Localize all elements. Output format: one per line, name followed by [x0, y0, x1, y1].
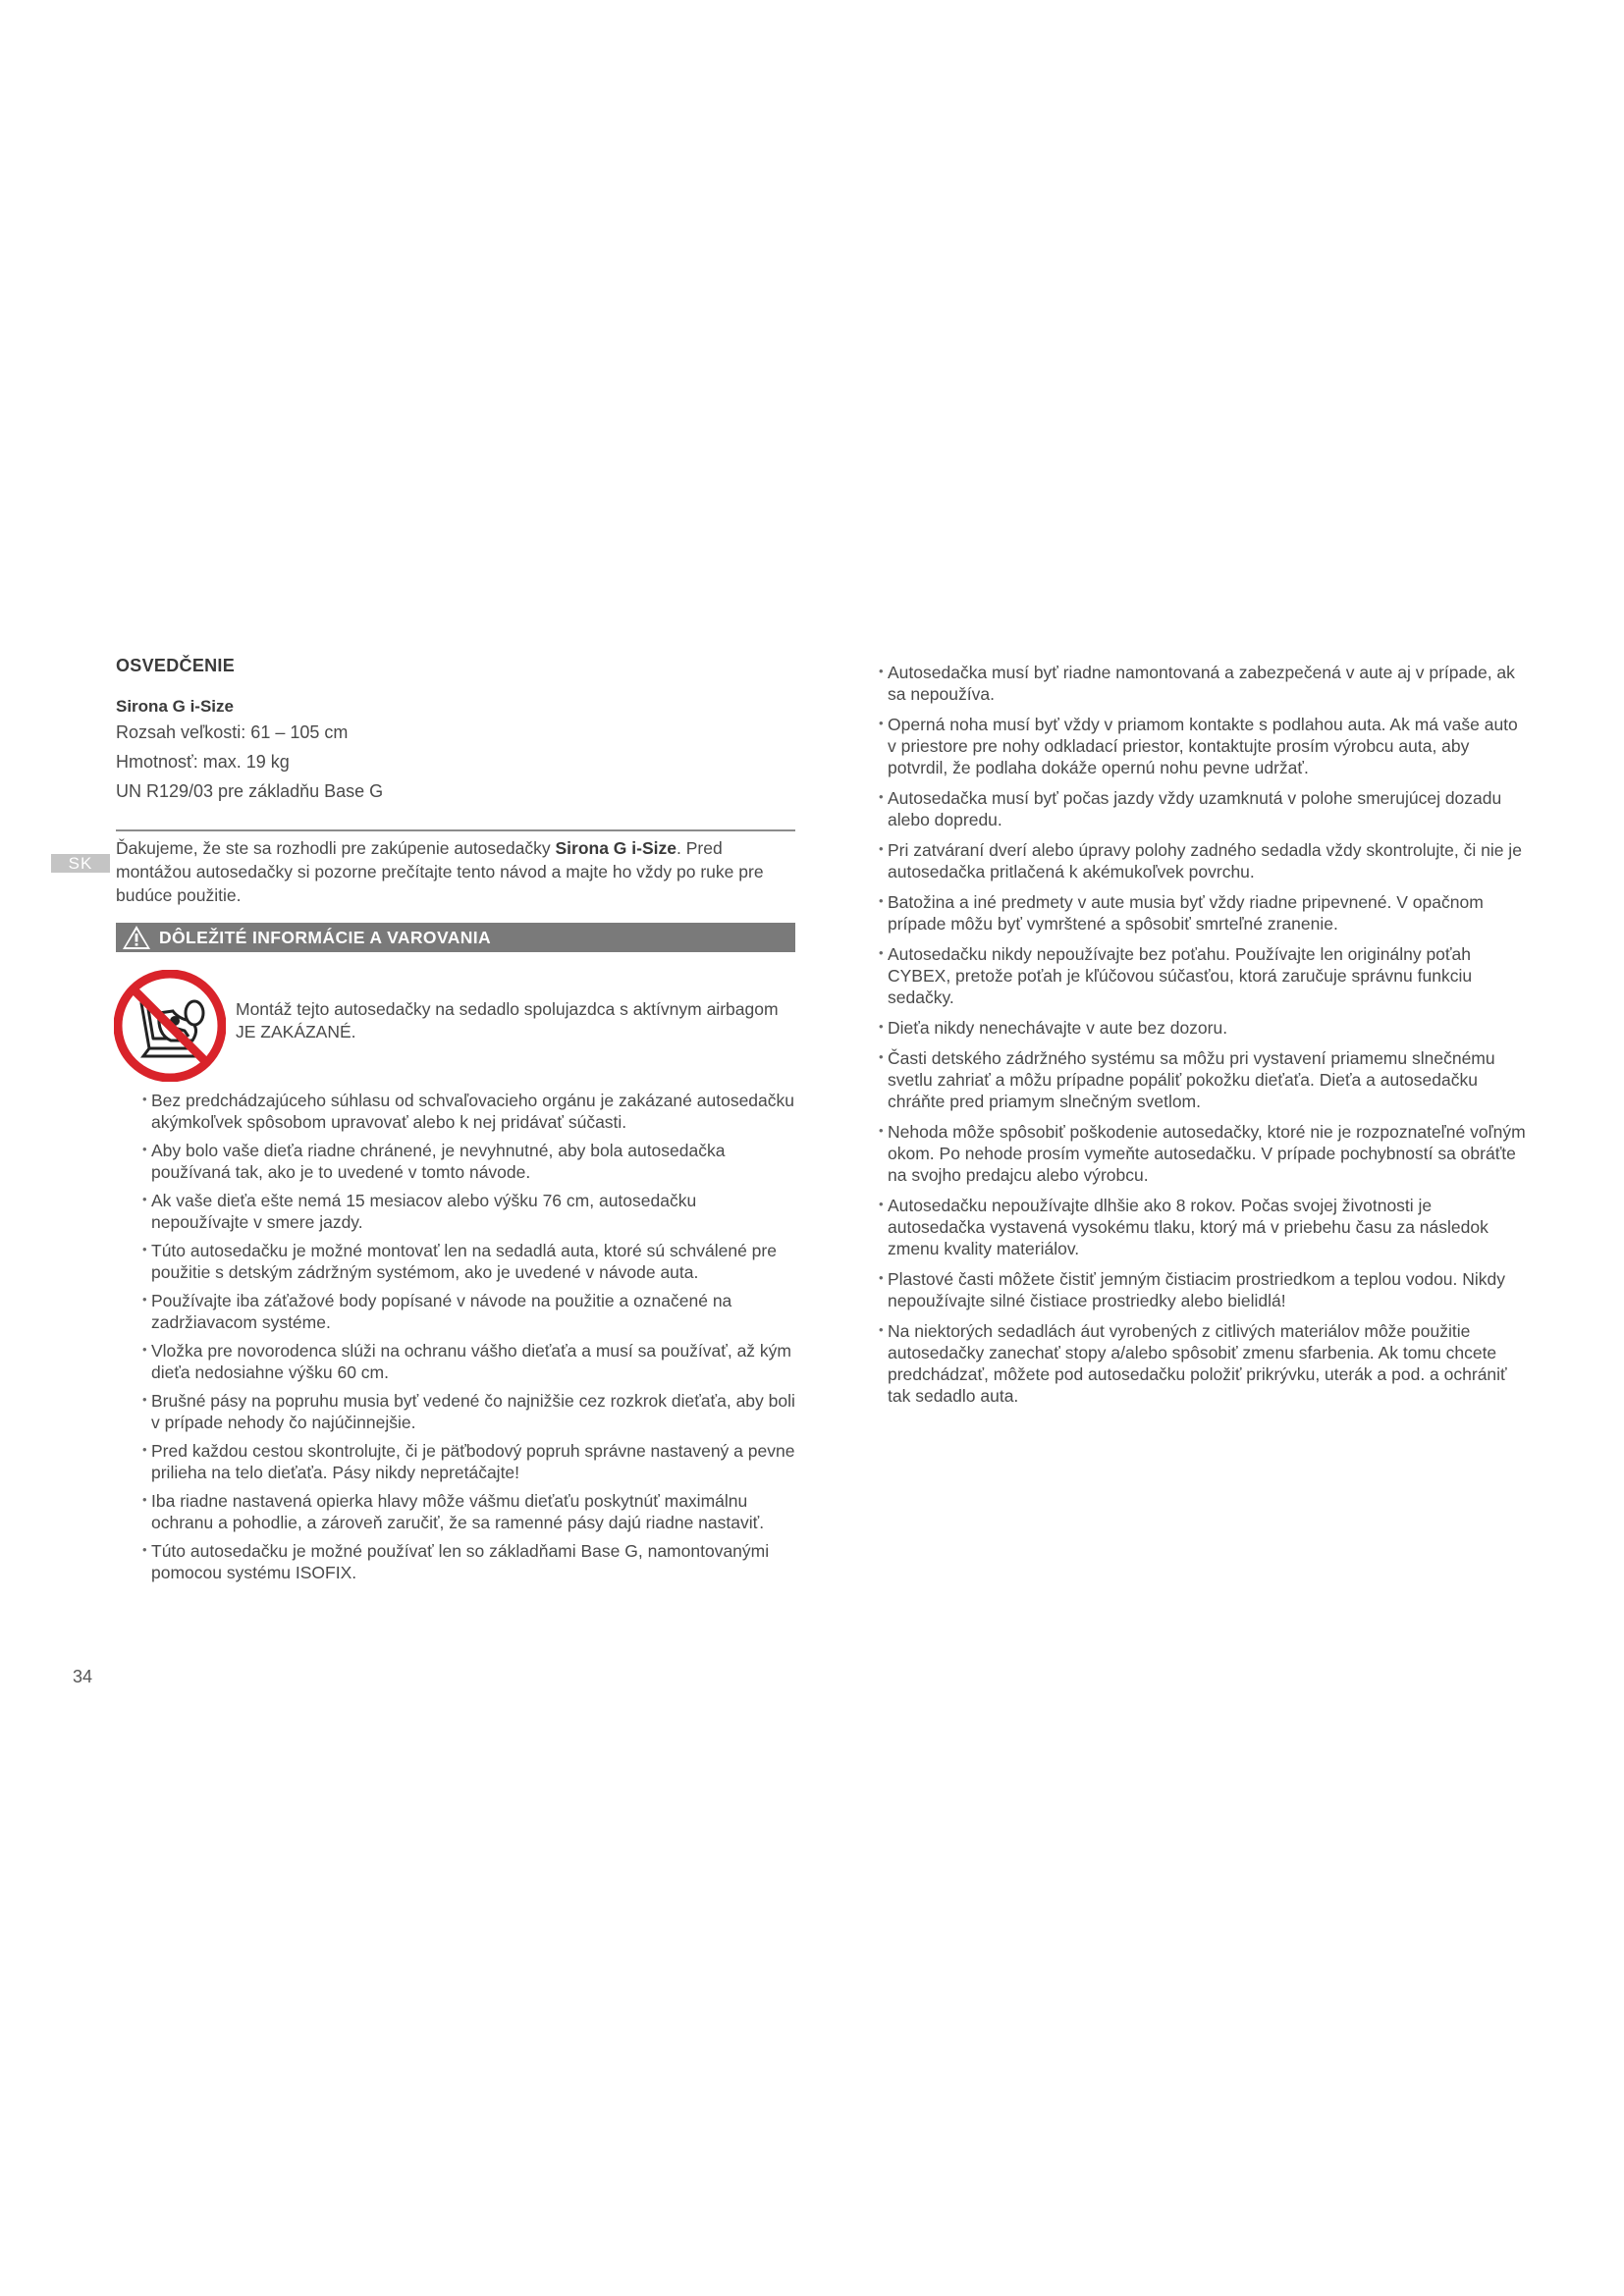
left-bullet-list [137, 1090, 797, 1590]
list-item: • Časti detského zádržného systému sa môžu pri vystavení priamemu slnečnému svetlu zahriať a môžu prípadne popáliť pokožku dieťaťa. Dieťa a autosedačku chráňte pred priamym slnečným svetlom. [874, 1047, 1526, 1112]
spec-size-range: Rozsah veľkosti: 61 – 105 cm [116, 722, 349, 742]
intro-product-name: Sirona G i-Size [555, 838, 677, 858]
certificate-block [116, 656, 795, 811]
intro-text-before: Ďakujeme, že ste sa rozhodli pre zakúpenie autosedačky [116, 838, 556, 858]
list-item: • Túto autosedačku je možné používať len so základňami Base G, namontovanými pomocou systému ISOFIX. [137, 1540, 797, 1583]
no-airbag-icon [114, 970, 226, 1082]
warning-header-bar [116, 923, 795, 952]
list-item: • Pred každou cestou skontrolujte, či je päťbodový popruh správne nastavený a pevne prilieha na telo dieťaťa. Pásy nikdy nepretáčajte! [137, 1440, 797, 1483]
spec-weight: Hmotnosť: max. 19 kg [116, 752, 290, 772]
language-tab: SK [51, 854, 110, 873]
intro-paragraph [116, 836, 795, 907]
intro-text-after: . Pred montážou autosedačky si pozorne prečítajte tento návod a majte ho vždy po ruke pre budúce použitie. [116, 838, 764, 905]
list-item: • Plastové časti môžete čistiť jemným čistiacim prostriedkom a teplou vodou. Nikdy nepoužívajte silné čistiace prostriedky alebo bielidlá! [874, 1268, 1526, 1311]
page-number: 34 [73, 1667, 93, 1686]
list-item: • Bez predchádzajúceho súhlasu od schvaľovacieho orgánu je zakázané autosedačku akýmkoľvek spôsobom upravovať alebo k nej pridávať súčasti. [137, 1090, 797, 1133]
right-bullet-list [874, 662, 1526, 1415]
list-item: • Pri zatváraní dverí alebo úpravy polohy zadného sedadla vždy skontrolujte, či nie je autosedačka pritlačená k akémukoľvek povrchu. [874, 839, 1526, 882]
list-item: • Nehoda môže spôsobiť poškodenie autosedačky, ktoré nie je rozpoznateľné voľným okom. Po nehode prosím vymeňte autosedačku. V prípade pochybností sa obráťte na svojho predajcu alebo výrobcu. [874, 1121, 1526, 1186]
list-item: • Batožina a iné predmety v aute musia byť vždy riadne pripevnené. V opačnom prípade môžu byť vymrštené a spôsobiť smrteľné zranenie. [874, 891, 1526, 934]
certificate-heading: OSVEDČENIE [116, 656, 236, 675]
list-item: • Iba riadne nastavená opierka hlavy môže vášmu dieťaťu poskytnúť maximálnu ochranu a pohodlie, a zároveň zaručiť, že sa ramenné pásy dajú riadne nastaviť. [137, 1490, 797, 1533]
list-item: • Vložka pre novorodenca slúži na ochranu vášho dieťaťa a musí sa používať, až kým dieťa nedosiahne výšku 60 cm. [137, 1340, 797, 1383]
list-item: • Dieťa nikdy nenechávajte v aute bez dozoru. [874, 1017, 1526, 1039]
list-item: • Operná noha musí byť vždy v priamom kontakte s podlahou auta. Ak má vaše auto v priestore pre nohy odkladací priestor, kontaktujte prosím výrobcu auta, aby potvrdil, že podlaha dokáže opernú nohu pevne udržať. [874, 714, 1526, 778]
list-item: • Autosedačku nikdy nepoužívajte bez poťahu. Používajte len originálny poťah CYBEX, pretože poťah je kľúčovou súčasťou, ktorá zaručuje správnu funkciu sedačky. [874, 943, 1526, 1008]
list-item: • Ak vaše dieťa ešte nemá 15 mesiacov alebo výšku 76 cm, autosedačku nepoužívajte v smere jazdy. [137, 1190, 797, 1233]
list-item: • Autosedačku nepoužívajte dlhšie ako 8 rokov. Počas svojej životnosti je autosedačka vystavená vysokému tlaku, ktorý má v priebehu času za následok zmenu kvality materiálov. [874, 1195, 1526, 1259]
section-divider [116, 829, 795, 831]
list-item: • Túto autosedačku je možné montovať len na sedadlá auta, ktoré sú schválené pre použitie s detským zádržným systémom, ako je uvedené v návode auta. [137, 1240, 797, 1283]
spec-regulation: UN R129/03 pre základňu Base G [116, 781, 384, 801]
warning-triangle-icon [122, 925, 151, 950]
list-item: • Aby bolo vaše dieťa riadne chránené, je nevyhnutné, aby bola autosedačka používaná tak, ako je to uvedené v tomto návode. [137, 1140, 797, 1183]
list-item: • Na niektorých sedadlách áut vyrobených z citlivých materiálov môže použitie autosedačky zanechať stopy a/alebo spôsobiť zmenu sfarbenia. Ak tomu chcete predchádzať, môžete pod autosedačku položiť prikrývku, uterák a pod. a ochrániť tak sedadlo auta. [874, 1320, 1526, 1407]
warning-header-title: DÔLEŽITÉ INFORMÁCIE A VAROVANIA [159, 927, 492, 947]
list-item: • Brušné pásy na popruhu musia byť vedené čo najnižšie cez rozkrok dieťaťa, aby boli v prípade nehody čo najúčinnejšie. [137, 1390, 797, 1433]
list-item: • Autosedačka musí byť riadne namontovaná a zabezpečená v aute aj v prípade, ak sa nepoužíva. [874, 662, 1526, 705]
product-name: Sirona G i-Size [116, 697, 234, 716]
list-item: • Autosedačka musí byť počas jazdy vždy uzamknutá v polohe smerujúcej dozadu alebo dopredu. [874, 787, 1526, 830]
airbag-warning-text: Montáž tejto autosedačky na sedadlo spolujazdca s aktívnym airbagom JE ZAKÁZANÉ. [236, 999, 779, 1041]
list-item: • Používajte iba záťažové body popísané v návode na použitie a označené na zadržiavacom systéme. [137, 1290, 797, 1333]
